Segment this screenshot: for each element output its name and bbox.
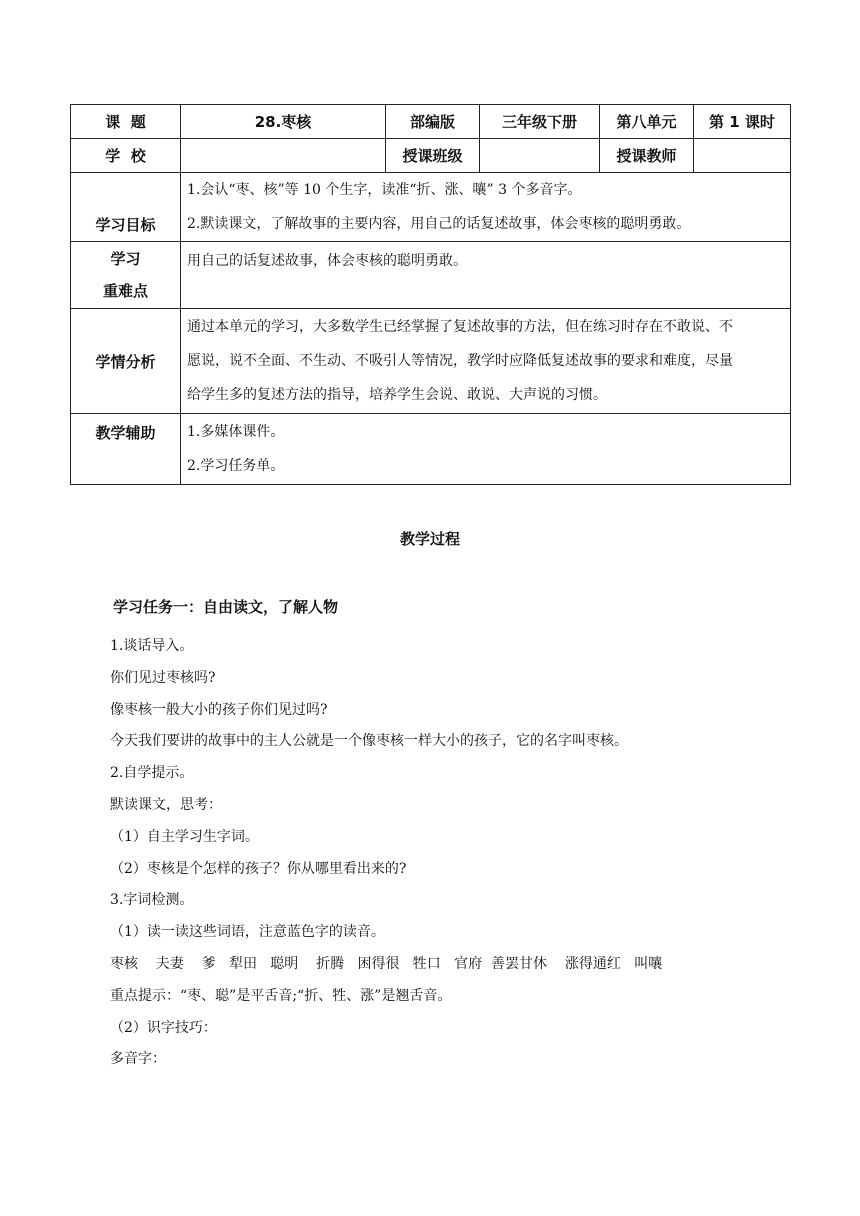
goal-line: 2.默读课文，了解故事的主要内容，用自己的话复述故事，体会枣核的聪明勇敢。 [187,216,691,232]
content-line: （2）枣核是个怎样的孩子？你从哪里看出来的? [110,860,407,877]
analysis-label: 学情分析 [71,309,181,414]
task1-title: 学习任务一：自由读文，了解人物 [113,598,339,616]
content-line: 多音字： [110,1051,166,1068]
analysis-line: 愿说，说不全面、不生动、不吸引人等情况，教学时应降低复述故事的要求和难度，尽量 [187,353,733,369]
aids-label-text: 教学辅助 [95,424,156,442]
content-line: 你们见过枣核吗? [110,669,216,686]
goals-label-text: 学习目标 [95,216,156,234]
content-line: 2.自学提示。 [110,765,194,782]
vocabulary-line: 枣核 夫妻 爹 犁田 聪明 折腾 困得很 牲口 官府 善罢甘休 涨得通红 叫嚷 [110,955,663,972]
lesson-content [110,631,810,1076]
goals-label [71,173,181,242]
class-label: 授课班级 [386,139,480,173]
content-line: 默读课文，思考： [110,796,222,813]
content-line: 3.字词检测。 [110,892,194,909]
aid-line: 2.学习任务单。 [187,458,285,474]
goal-line: 1.会认“枣、核”等 10 个生字，读准“折、涨、嚷” 3 个多音字。 [187,182,582,198]
analysis-line: 给学生多的复述方法的指导，培养学生会说、敢说、大声说的习惯。 [187,387,607,403]
unit: 第八单元 [600,105,694,139]
school-value [181,139,386,173]
aid-line: 1.多媒体课件。 [187,424,285,440]
key-points-label-line1: 学习 [110,250,141,268]
content-line: 像枣核一般大小的孩子你们见过吗? [110,701,328,718]
table-row [71,309,791,414]
lesson-number: 第 1 课时 [694,105,791,139]
content-line: （1）读一读这些词语，注意蓝色字的读音。 [110,924,385,941]
content-line: 1.谈话导入。 [110,638,194,654]
grade: 三年级下册 [480,105,600,139]
topic-label: 课 题 [71,105,181,139]
content-line: （2）识字技巧： [110,1019,217,1036]
analysis-content [181,309,791,414]
edition: 部编版 [386,105,480,139]
key-points-label [71,242,181,309]
key-points-text: 用自己的话复述故事，体会枣核的聪明勇敢。 [187,253,467,269]
table-row [71,414,791,485]
table-row [71,105,791,139]
class-value [480,139,600,173]
aids-label [71,414,181,485]
analysis-line: 通过本单元的学习，大多数学生已经掌握了复述故事的方法，但在练习时存在不敢说、不 [187,319,733,335]
lesson-title: 28.枣核 [181,105,386,139]
goals-content [181,173,791,242]
school-label: 学 校 [71,139,181,173]
table-row [71,242,791,309]
lesson-info-table [70,104,791,485]
key-points-content [181,242,791,309]
table-row [71,139,791,173]
aids-content [181,414,791,485]
content-line: 今天我们要讲的故事中的主人公就是一个像枣核一样大小的孩子，它的名字叫枣核。 [110,733,628,750]
table-row [71,173,791,242]
key-points-label-line2: 重难点 [102,282,148,300]
process-title: 教学过程 [399,530,460,548]
teacher-value [694,139,791,173]
teacher-label: 授课教师 [600,139,694,173]
content-line: （1）自主学习生字词。 [110,828,259,845]
content-line: 重点提示：“枣、聪”是平舌音;“折、牲、涨”是翘舌音。 [110,987,452,1004]
